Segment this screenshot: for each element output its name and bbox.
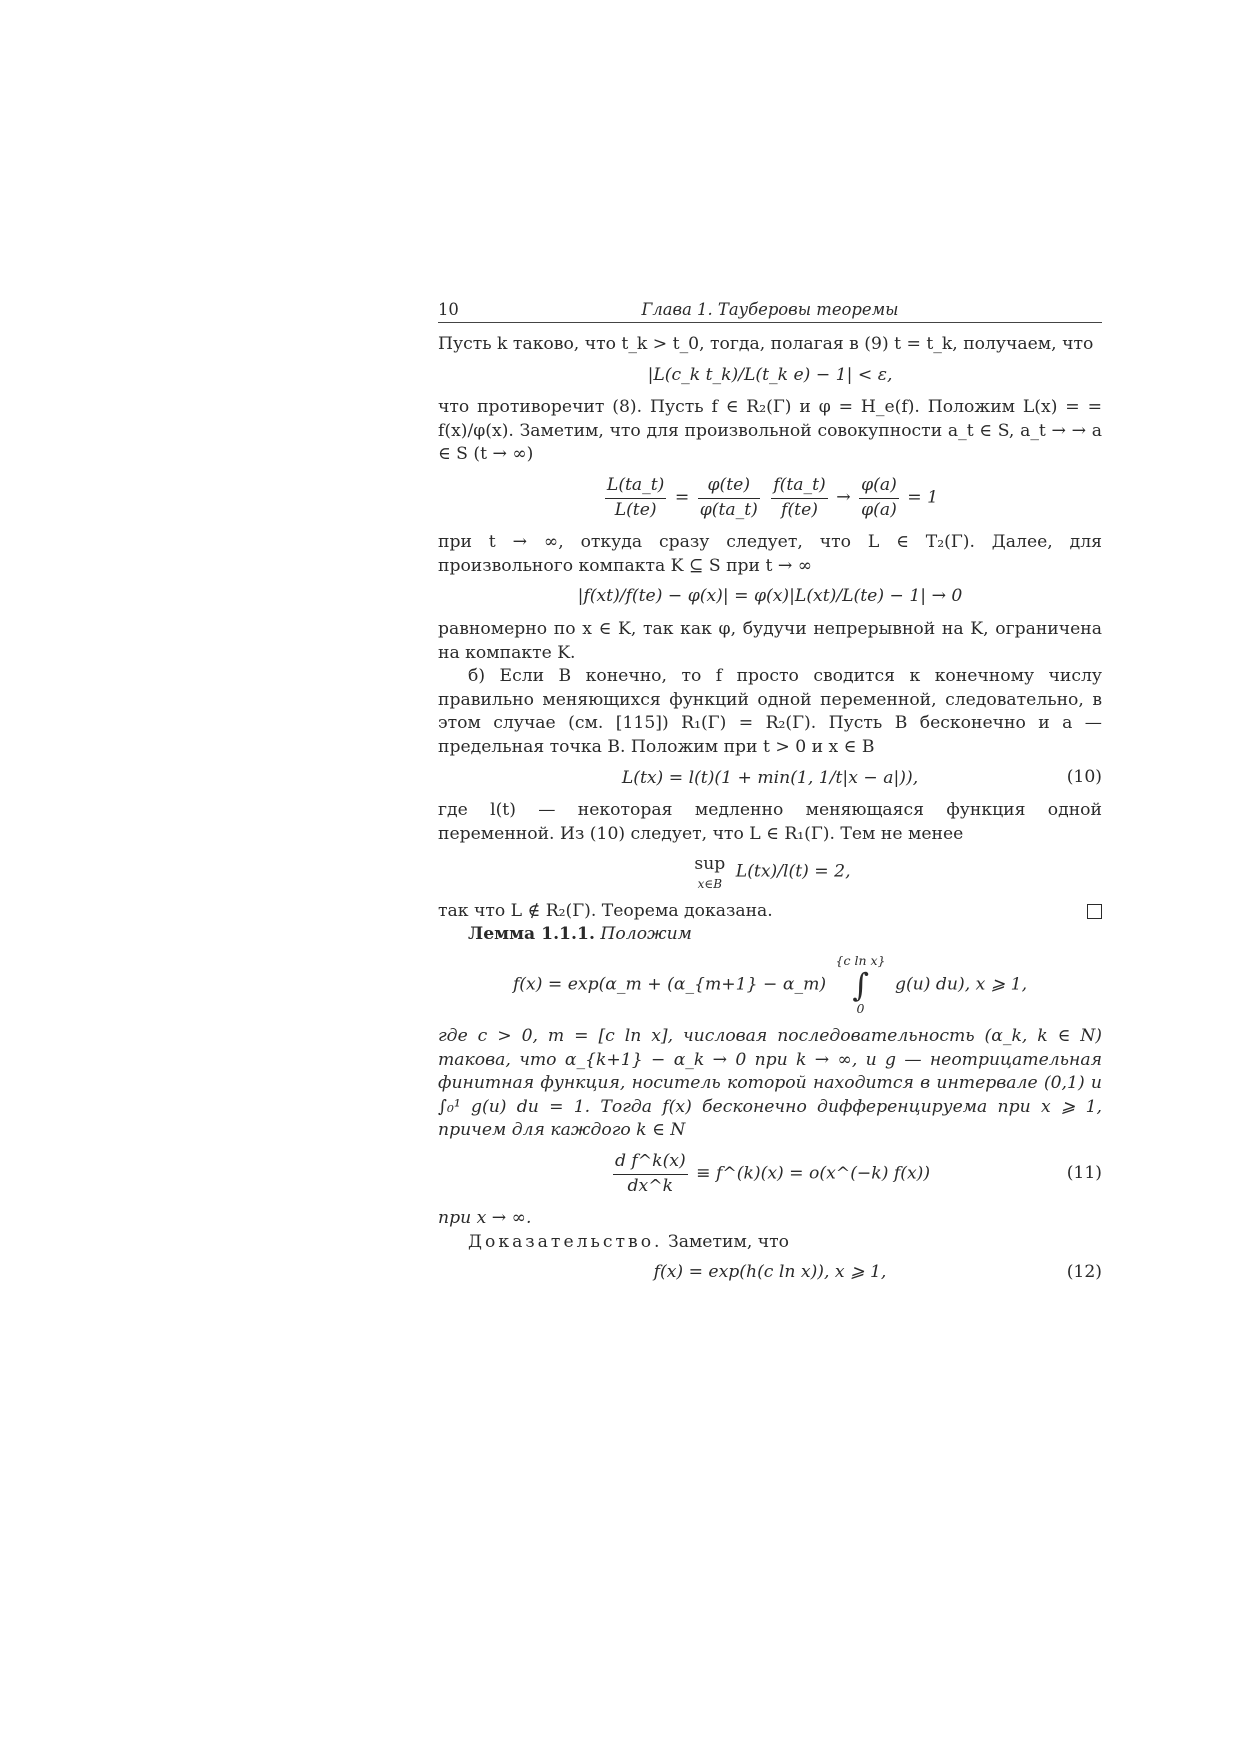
- fraction: [613, 1150, 688, 1198]
- display-equation: [438, 474, 1102, 522]
- equation-text: f(x) = exp(h(c ln x)), x ⩾ 1,: [653, 1262, 887, 1283]
- lemma-label: Лемма 1.1.1.: [468, 924, 595, 945]
- equation-rhs: = 1: [907, 487, 939, 508]
- numerator: L(ta_t): [605, 474, 666, 499]
- equation-text: |f(xt)/f(te) − φ(x)| = φ(x)|L(xt)/L(te) − 1| → 0: [577, 586, 963, 607]
- fraction: [605, 474, 666, 522]
- paragraph-text: так что L ∉ R₂(Γ). Теорема доказана.: [438, 900, 773, 921]
- integral-symbol: ∫: [852, 966, 869, 1005]
- equation-text: |L(c_k t_k)/L(t_k e) − 1| < ε,: [647, 364, 893, 385]
- fraction: [771, 474, 827, 522]
- fraction: [698, 474, 760, 522]
- display-equation: [438, 767, 1102, 791]
- denominator: dx^k: [627, 1175, 674, 1196]
- display-equation: [438, 1150, 1102, 1198]
- fraction: [859, 474, 899, 522]
- equation-text: ≡ f^(k)(x) = o(x^(−k) f(x)): [696, 1163, 931, 1184]
- denominator: φ(a): [861, 499, 897, 520]
- equation-number: (12): [1066, 1262, 1102, 1283]
- running-title: Глава 1. Тауберовы теоремы: [641, 300, 899, 319]
- denominator: L(te): [614, 499, 657, 520]
- sup-operator: [692, 853, 727, 891]
- display-equation: [438, 1261, 1102, 1285]
- numerator: d f^k(x): [613, 1150, 688, 1175]
- sup-label: sup: [694, 854, 726, 875]
- paragraph: при t → ∞, откуда сразу следует, что L ∈ T₂(Γ). Далее, для произвольного компакта K ⊆ S при t → ∞: [438, 532, 1102, 576]
- equation-rhs: g(u) du), x ⩾ 1,: [894, 974, 1028, 995]
- display-equation: [438, 954, 1102, 1016]
- paragraph-with-qed: [438, 900, 1102, 924]
- proof-start: [438, 1231, 1102, 1255]
- lemma-intro: Положим: [600, 924, 692, 945]
- running-header: [438, 298, 1102, 323]
- proof-label: Доказательство.: [468, 1231, 663, 1252]
- proof-text: Заметим, что: [667, 1231, 789, 1252]
- denominator: φ(ta_t): [699, 499, 758, 520]
- integral-upper-limit: {c ln x}: [835, 953, 886, 969]
- paragraph: при x → ∞.: [438, 1208, 532, 1229]
- paragraph: равномерно по x ∈ K, так как φ, будучи непрерывной на K, ограничена на компакте K.: [438, 618, 1102, 663]
- display-equation: [438, 853, 1102, 891]
- display-equation: [438, 364, 1102, 388]
- equation-text: L(tx)/l(t) = 2,: [735, 861, 851, 882]
- equation-lhs: f(x) = exp(α_m + (α_{m+1} − α_m): [512, 974, 827, 995]
- equation-number: (11): [1066, 1163, 1102, 1184]
- paragraph: что противоречит (8). Пусть f ∈ R₂(Γ) и φ = H_e(f). Положим L(x) = = f(x)/φ(x). Заметим, что для произвольной совокупности a_t ∈ S, a_t → → a ∈ S (t → ∞): [438, 397, 1102, 465]
- paragraph: б) Если B конечно, то f просто сводится к конечному числу правильно меняющихся функций одной переменной, следовательно, в этом случае (см. [115]) R₁(Γ) = R₂(Γ). Пусть B бесконечно и a — предельная точка B. Положим при t > 0 и x ∈ B: [438, 666, 1102, 757]
- equals-sign: =: [674, 487, 690, 508]
- book-page: [438, 298, 1102, 1294]
- numerator: φ(a): [859, 474, 899, 499]
- numerator: f(ta_t): [771, 474, 827, 499]
- display-equation: [438, 585, 1102, 609]
- qed-square-icon: [1087, 904, 1102, 919]
- sup-subscript: x∈B: [697, 876, 723, 891]
- lemma-statement: [438, 923, 1102, 947]
- lemma-body: где c > 0, m = [c ln x], числовая последовательность (α_k, k ∈ N) такова, что α_{k+1} − α_k → 0 при k → ∞, и g — неотрицательная финитная функция, носитель которой находится в интервале (0,1) и ∫₀¹ g(u) du = 1. Тогда f(x) бесконечно дифференцируема при x ⩾ 1, причем для каждого k ∈ N: [438, 1026, 1102, 1141]
- page-number: 10: [438, 300, 459, 319]
- numerator: φ(te): [698, 474, 760, 499]
- integral-sign: [836, 954, 886, 1016]
- arrow-symbol: →: [836, 487, 851, 508]
- equation-number: (10): [1066, 767, 1102, 788]
- paragraph: где l(t) — некоторая медленно меняющаяся функция одной переменной. Из (10) следует, что L ∈ R₁(Γ). Тем не менее: [438, 800, 1102, 844]
- equation-text: L(tx) = l(t)(1 + min(1, 1/t|x − a|)),: [621, 767, 919, 788]
- integral-lower-limit: 0: [856, 1001, 865, 1017]
- paragraph: Пусть k таково, что t_k > t_0, тогда, полагая в (9) t = t_k, получаем, что: [438, 334, 1094, 354]
- denominator: f(te): [781, 499, 818, 520]
